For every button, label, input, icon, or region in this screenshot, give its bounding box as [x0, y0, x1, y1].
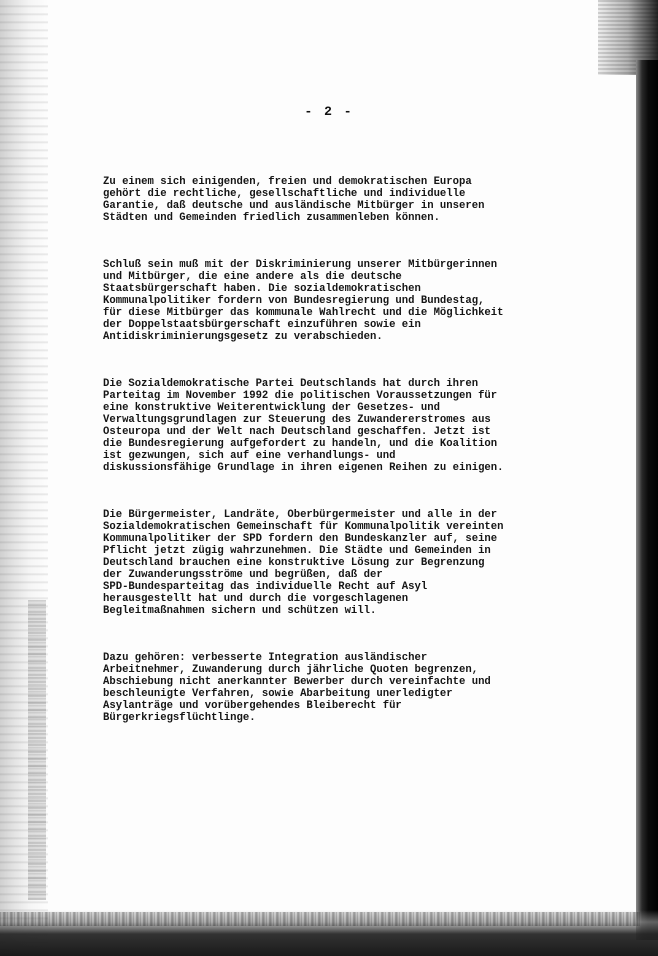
paragraph-4: Die Bürgermeister, Landräte, Oberbürgermeister und alle in der Sozialdemokratischen Gemeinschaft für Kommunalpolitik vereinten Kommunalpolitiker der SPD fordern den Bundeskanzler auf, seine Pflicht jetzt zügig wahrzunehmen. Die Städte und Gemeinden in Deutschland brauchen eine konstruktive Lösung zur Begrenzung der Zuwanderungsströme und begrüßen, daß der SPD-Bundesparteitag das individuelle Recht auf Asyl herausgestellt hat und durch die vorgeschlagenen Begleitmaßnahmen sichern und schützen will. [103, 509, 504, 617]
paragraph-3: Die Sozialdemokratische Partei Deutschlands hat durch ihren Parteitag im November 1992 die politischen Voraussetzungen für eine konstruktive Weiterentwicklung der Gesetzes- und Verwaltungsgrundlagen zur Steuerung des Zuwandererstromes aus Osteuropa und der Welt nach Deutschland geschaffen. Jetzt ist die Bundesregierung aufgefordert zu handeln, und die Koalition ist gezwungen, sich auf eine verhandlungs- und diskussionsfähige Grundlage in ihren eigenen Reihen zu einigen. [103, 378, 504, 474]
scan-edge-left-noise [28, 600, 46, 900]
page-number: - 2 - [304, 104, 354, 119]
scan-edge-right [636, 60, 658, 940]
scan-edge-bottom-noise [0, 912, 640, 926]
body-text [103, 153, 563, 761]
paragraph-1: Zu einem sich einigenden, freien und demokratischen Europa gehört die rechtliche, gesellschaftliche und individuelle Garantie, daß deutsche und ausländische Mitbürger in unseren Städten und Gemeinden friedlich zusammenleben können. [103, 175, 485, 224]
paragraph-5: Dazu gehören: verbesserte Integration ausländischer Arbeitnehmer, Zuwanderung durch jährliche Quoten begrenzen, Abschiebung nicht anerkannter Bewerber durch vereinfachte und beschleunigte Verfahren, sowie Abarbeitung unerledigter Asylanträge und vorübergehendes Bleiberecht für Bürgerkriegsflüchtlinge. [103, 652, 491, 724]
paragraph-2: Schluß sein muß mit der Diskriminierung unserer Mitbürgerinnen und Mitbürger, die eine andere als die deutsche Staatsbürgerschaft haben. Die sozialdemokratischen Kommunalpolitiker fordern von Bundesregierung und Bundestag, für diese Mitbürger das kommunale Wahlrecht und die Möglichkeit der Doppelstaatsbürgerschaft einzuführen sowie ein Antidiskriminierungsgesetz zu verabschieden. [103, 259, 504, 343]
